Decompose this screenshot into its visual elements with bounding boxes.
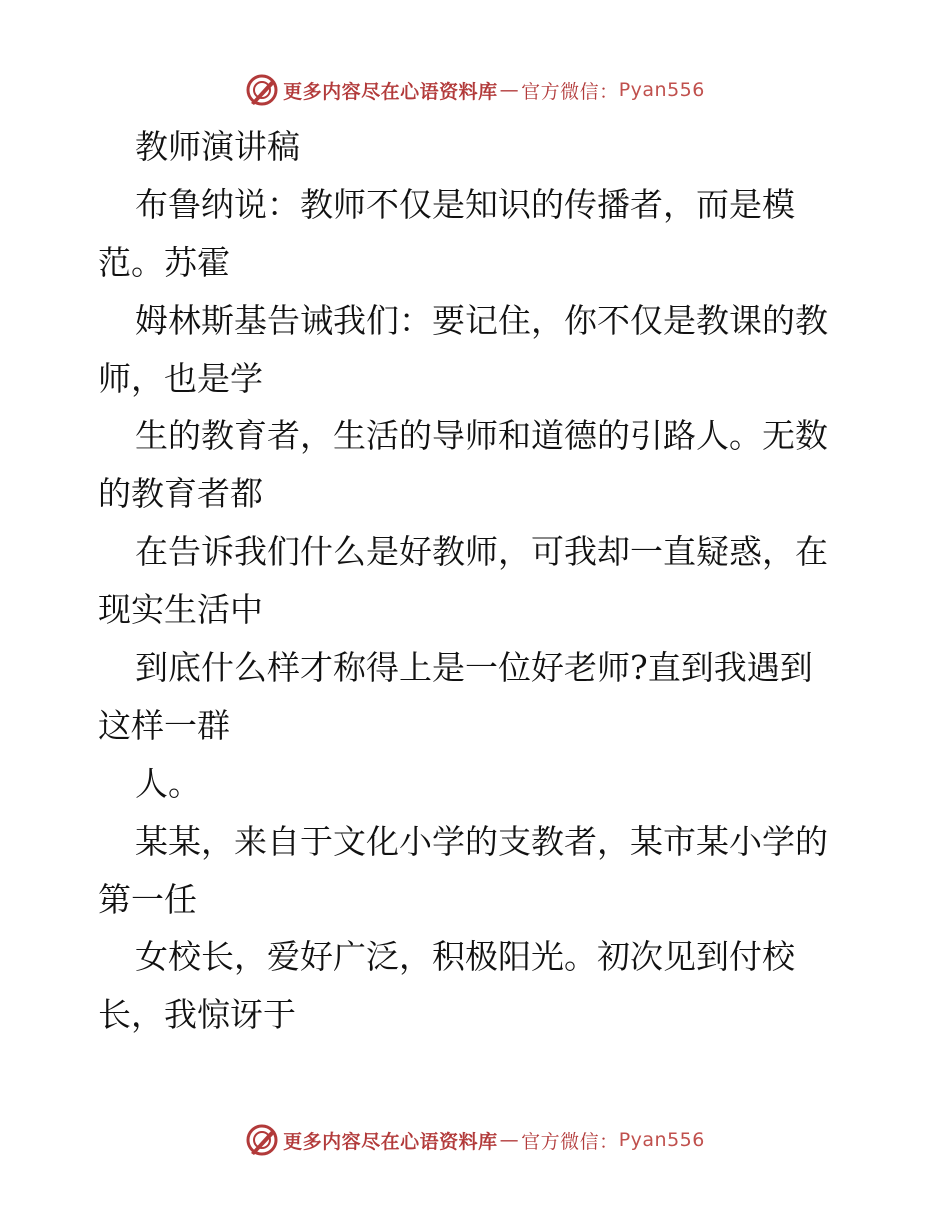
header-banner [0,72,950,108]
paragraph-line: 范。苏霍 [98,242,230,282]
banner-text: 更多内容尽在心语资料库 [283,1130,498,1153]
banner-wechat-label: 官方微信： [521,80,619,103]
footer-banner [0,1122,950,1158]
document-title: 教师演讲稿 [135,127,300,166]
document-body [98,118,858,1044]
paragraph-line: 女校长，爱好广泛，积极阳光。初次见到付校 [135,937,795,977]
banner-wechat-handle: Pyan556 [618,1129,705,1151]
paragraph-line: 某某，来自于文化小学的支教者，某市某小学的 [135,821,828,861]
paragraph-line: 布鲁纳说：教师不仅是知识的传播者，而是模 [135,184,795,224]
banner-wechat-label: 官方微信： [521,1130,619,1153]
paragraph-line: 第一任 [98,879,197,919]
banner-wechat-handle: Pyan556 [618,79,705,101]
paragraph-line: 的教育者都 [98,474,263,514]
banner-dash: — [499,79,520,101]
banner-dash: — [499,1129,520,1151]
paragraph-line: 这样一群 [98,705,230,745]
paragraph-line: 在告诉我们什么是好教师，可我却一直疑惑，在 [135,532,828,572]
paragraph-line: 现实生活中 [98,590,263,630]
paragraph-line: 人。 [135,763,201,803]
banner-text: 更多内容尽在心语资料库 [283,80,498,103]
paragraph-line: 姆林斯基告诫我们：要记住，你不仅是教课的教 [135,300,828,340]
pen-logo-icon [245,73,279,107]
paragraph-line: 到底什么样才称得上是一位好老师?直到我遇到 [135,648,813,688]
paragraph-line: 长，我惊讶于 [98,995,296,1035]
paragraph-line: 师，也是学 [98,358,263,398]
pen-logo-icon [245,1123,279,1157]
paragraph-line: 生的教育者，生活的导师和道德的引路人。无数 [135,416,828,456]
